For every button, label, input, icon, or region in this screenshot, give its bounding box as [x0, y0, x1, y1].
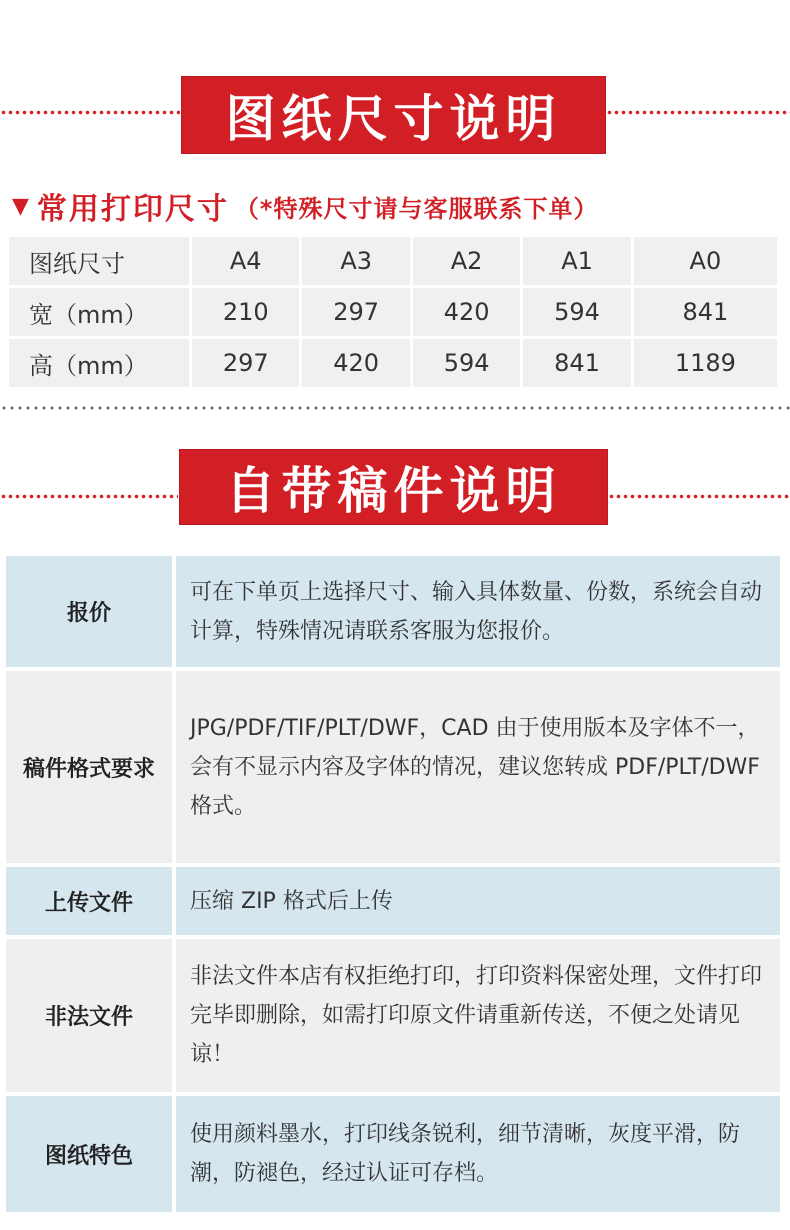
table-cell: 宽（mm） — [9, 288, 189, 336]
info-row-illegal-files — [6, 939, 780, 1092]
table-cell: 420 — [302, 339, 409, 387]
table-cell: 841 — [523, 339, 630, 387]
info-text: 压缩 ZIP 格式后上传 — [176, 867, 780, 935]
info-text: 可在下单页上选择尺寸、输入具体数量、份数，系统会自动计算，特殊情况请联系客服为您报价。 — [176, 556, 780, 667]
table-cell: 594 — [523, 288, 630, 336]
table-cell: 297 — [302, 288, 409, 336]
info-label: 稿件格式要求 — [6, 671, 172, 863]
info-label: 报价 — [6, 556, 172, 667]
info-row-features — [6, 1096, 780, 1212]
table-cell: 420 — [413, 288, 520, 336]
decorative-dots-left — [0, 110, 180, 118]
table-cell: A0 — [634, 237, 777, 285]
table-cell: A3 — [302, 237, 409, 285]
info-label: 非法文件 — [6, 939, 172, 1092]
info-row-upload — [6, 867, 780, 935]
subheading-note: （*特殊尺寸请与客服联系下单） — [234, 194, 599, 223]
table-cell: 图纸尺寸 — [9, 237, 189, 285]
info-text: 非法文件本店有权拒绝打印，打印资料保密处理，文件打印完毕即删除，如需打印原文件请重新传送，不便之处请见谅！ — [176, 939, 780, 1092]
decorative-dots-left — [0, 494, 178, 502]
subheading-title: 常用打印尺寸 — [36, 192, 229, 227]
table-cell: A1 — [523, 237, 630, 285]
table-cell: 210 — [192, 288, 299, 336]
divider — [0, 406, 790, 410]
down-arrow-icon: ▼ — [12, 193, 29, 219]
info-text: 使用颜料墨水，打印线条锐利，细节清晰，灰度平滑，防潮，防褪色，经过认证可存档。 — [176, 1096, 780, 1212]
info-text: JPG/PDF/TIF/PLT/DWF，CAD 由于使用版本及字体不一，会有不显示内容及字体的情况，建议您转成 PDF/PLT/DWF 格式。 — [176, 671, 780, 863]
table-cell: 1189 — [634, 339, 777, 387]
table-row — [9, 288, 777, 336]
table-cell: 594 — [413, 339, 520, 387]
section-title: 图纸尺寸说明 — [225, 90, 562, 148]
subheading-common-sizes — [12, 186, 598, 226]
info-row-quote — [6, 556, 780, 667]
section-banner-drawing-size — [181, 76, 606, 154]
table-row — [9, 339, 777, 387]
info-label: 上传文件 — [6, 867, 172, 935]
table-cell: A2 — [413, 237, 520, 285]
decorative-dots-right — [608, 494, 790, 502]
section-banner-own-files — [179, 449, 608, 525]
info-row-file-format — [6, 671, 780, 863]
table-cell: 841 — [634, 288, 777, 336]
table-cell: A4 — [192, 237, 299, 285]
decorative-dots-right — [606, 110, 790, 118]
info-label: 图纸特色 — [6, 1096, 172, 1212]
table-cell: 高（mm） — [9, 339, 189, 387]
table-cell: 297 — [192, 339, 299, 387]
info-table — [6, 556, 780, 1216]
section-title: 自带稿件说明 — [225, 462, 562, 520]
table-row — [9, 237, 777, 285]
size-table — [6, 234, 780, 390]
